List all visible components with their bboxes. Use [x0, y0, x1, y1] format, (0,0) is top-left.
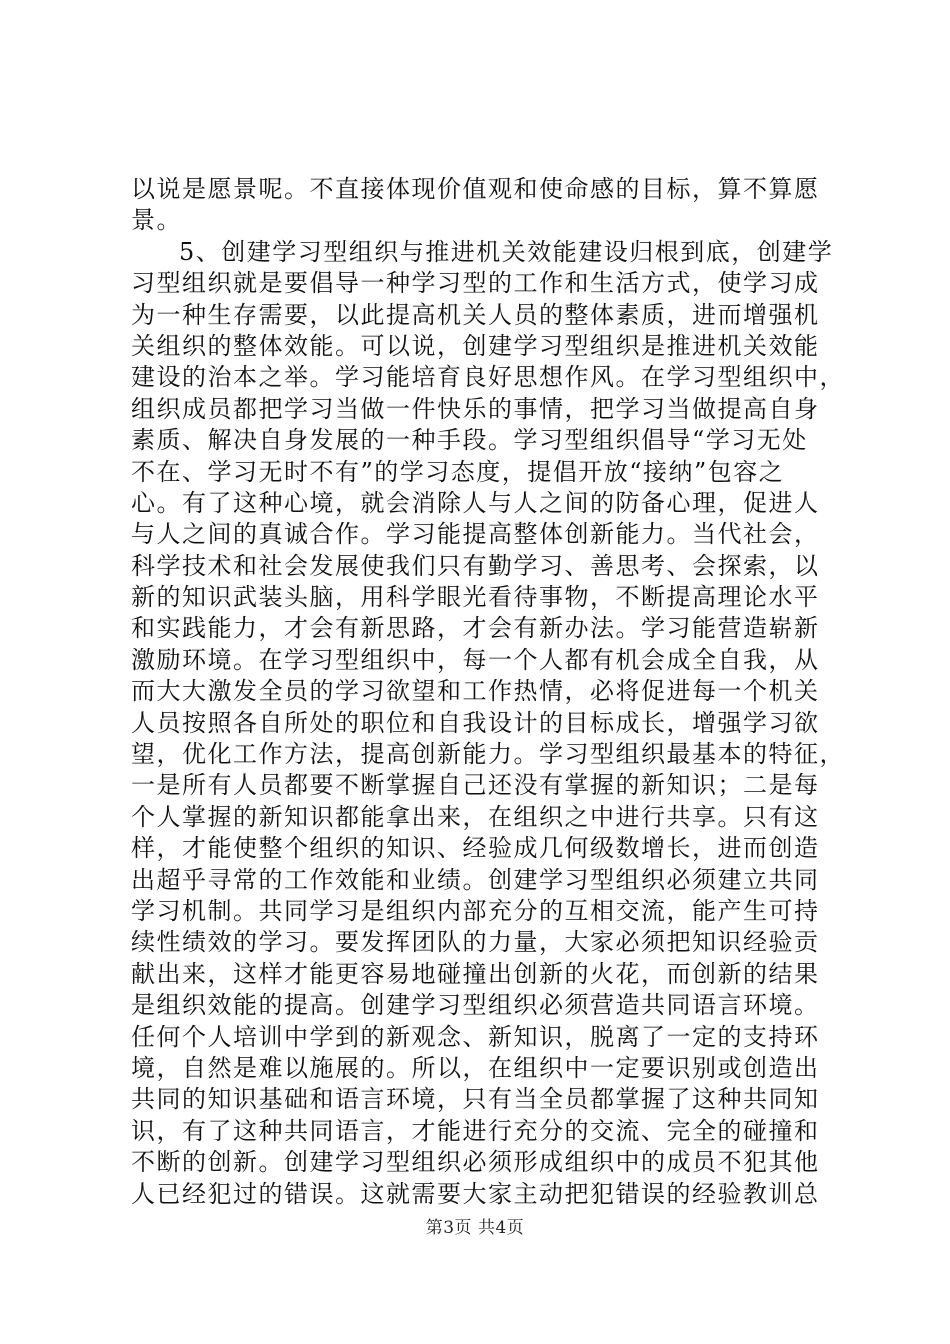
text-line: 5、创建学习型组织与推进机关效能建设归根到底，创建学	[179, 237, 834, 266]
text-line: 识，有了这种共同语言，才能进行充分的交流、完全的碰撞和	[131, 1116, 820, 1145]
text-line: 以说是愿景呢。不直接体现价值观和使命感的目标，算不算愿	[131, 175, 820, 203]
text-line: 激励环境。在学习型组织中，每一个人都有机会成全自我，从	[131, 645, 820, 674]
text-line: 个人掌握的新知识都能拿出来，在组织之中进行共享。只有这	[131, 802, 820, 831]
text-line: 是组织效能的提高。创建学习型组织必须营造共同语言环境。	[131, 991, 820, 1020]
text-line: 任何个人培训中学到的新观念、新知识，脱离了一定的支持环	[131, 1022, 820, 1051]
text-line: 组织成员都把学习当做一件快乐的事情，把学习当做提高自身	[131, 394, 820, 423]
text-line: 学习机制。共同学习是组织内部充分的互相交流，能产生可持	[131, 896, 820, 925]
text-line: 科学技术和社会发展使我们只有勤学习、善思考、会探索，以	[131, 551, 820, 580]
text-line: 为一种生存需要，以此提高机关人员的整体素质，进而增强机	[131, 300, 820, 329]
text-line: 共同的知识基础和语言环境，只有当全员都掌握了这种共同知	[131, 1085, 820, 1114]
text-line: 景。	[131, 206, 182, 235]
text-line: 与人之间的真诚合作。学习能提高整体创新能力。当代社会，	[131, 520, 820, 549]
text-line: 素质、解决自身发展的一种手段。学习型组织倡导“学习无处	[131, 426, 808, 455]
page-number-footer: 第3页 共4页	[425, 1218, 525, 1238]
text-line: 一是所有人员都要不断掌握自己还没有掌握的新知识；二是每	[131, 771, 820, 800]
text-line: 续性绩效的学习。要发挥团队的力量，大家必须把知识经验贡	[131, 928, 820, 957]
text-line: 而大大激发全员的学习欲望和工作热情，必将促进每一个机关	[131, 677, 820, 706]
text-line: 建设的治本之举。学习能培育良好思想作风。在学习型组织中，	[131, 363, 845, 392]
text-line: 和实践能力，才会有新思路，才会有新办法。学习能营造崭新	[131, 614, 820, 643]
text-line: 出超乎寻常的工作效能和业绩。创建学习型组织必须建立共同	[131, 865, 820, 894]
text-line: 望，优化工作方法，提高创新能力。学习型组织最基本的特征，	[131, 740, 845, 769]
text-line: 新的知识武装头脑，用科学眼光看待事物，不断提高理论水平	[131, 583, 820, 612]
text-line: 不断的创新。创建学习型组织必须形成组织中的成员不犯其他	[131, 1148, 820, 1177]
text-line: 人已经犯过的错误。这就需要大家主动把犯错误的经验教训总	[131, 1179, 820, 1208]
text-line: 习型组织就是要倡导一种学习型的工作和生活方式，使学习成	[131, 269, 820, 298]
text-line: 心。有了这种心境，就会消除人与人之间的防备心理，促进人	[131, 488, 820, 517]
text-line: 不在、学习无时不有”的学习态度，提倡开放“接纳”包容之	[131, 457, 785, 486]
text-line: 境，自然是难以施展的。所以，在组织中一定要识别或创造出	[131, 1053, 820, 1082]
text-line: 人员按照各自所处的职位和自我设计的目标成长，增强学习欲	[131, 708, 820, 737]
text-line: 关组织的整体效能。可以说，创建学习型组织是推进机关效能	[131, 331, 820, 360]
text-line: 献出来，这样才能更容易地碰撞出创新的火花，而创新的结果	[131, 959, 820, 988]
text-line: 样，才能使整个组织的知识、经验成几何级数增长，进而创造	[131, 834, 820, 863]
document-body	[131, 174, 845, 1210]
